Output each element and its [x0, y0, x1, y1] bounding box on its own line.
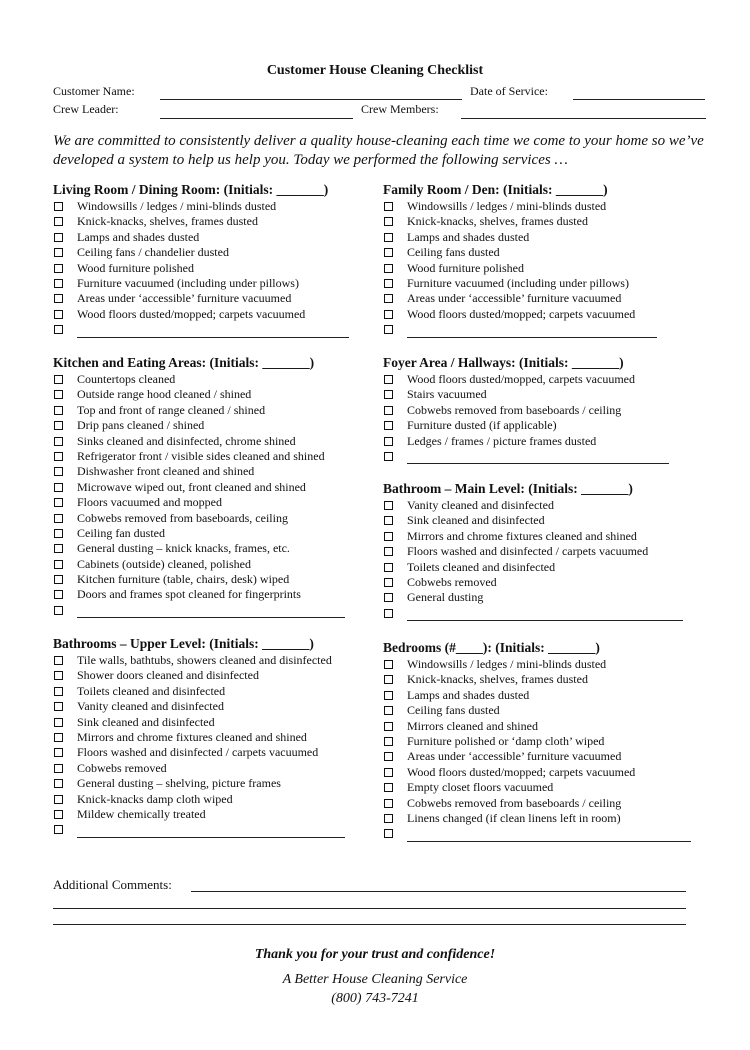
checklist-item: [383, 719, 691, 734]
checklist-item: [383, 703, 691, 718]
checkbox[interactable]: [384, 437, 393, 446]
checklist-item: [53, 541, 345, 556]
checkbox[interactable]: [384, 563, 393, 572]
checklist-item-label: Furniture polished or ‘damp cloth’ wiped: [407, 733, 605, 748]
customer-name-field[interactable]: [160, 99, 462, 100]
checkbox[interactable]: [384, 593, 393, 602]
checklist-item: [53, 715, 345, 730]
checklist-item-label: Ledges / frames / picture frames dusted: [407, 433, 597, 448]
checklist-item-label: Areas under ‘accessible’ furniture vacuumed: [407, 291, 622, 306]
checklist-item-blank: [53, 822, 345, 837]
section-living-room: [53, 182, 349, 338]
checklist-item-label: Knick-knacks damp cloth wiped: [77, 791, 233, 806]
checkbox[interactable]: [54, 294, 63, 303]
checkbox[interactable]: [54, 375, 63, 384]
checkbox[interactable]: [54, 390, 63, 399]
checklist-item: [53, 572, 345, 587]
checkbox[interactable]: [384, 501, 393, 510]
checkbox[interactable]: [54, 606, 63, 615]
checklist-item-label: Windowsills / ledges / mini-blinds dusted: [407, 657, 607, 671]
checklist-item: [53, 387, 345, 402]
checkbox[interactable]: [54, 248, 63, 257]
checklist-item: [53, 418, 345, 433]
checklist: [383, 199, 657, 338]
checklist-item-label: Floors vacuumed and mopped: [77, 495, 222, 510]
checklist-item-label: Refrigerator front / visible sides cleaned and shined: [77, 448, 325, 463]
checklist-item: [53, 480, 345, 495]
checkbox[interactable]: [54, 217, 63, 226]
checklist-item-label: Vanity cleaned and disinfected: [407, 498, 554, 512]
checklist-item-blank: [383, 606, 683, 621]
checklist: [53, 653, 345, 838]
checklist-item: [383, 544, 683, 559]
checkbox[interactable]: [54, 795, 63, 804]
checklist-item: [383, 780, 691, 795]
checklist-item: [53, 230, 349, 245]
checkbox[interactable]: [384, 578, 393, 587]
checklist-item-label: Cobwebs removed: [407, 574, 497, 589]
checklist-item: [53, 291, 349, 306]
checklist-item-label: Knick-knacks, shelves, frames dusted: [77, 214, 258, 229]
checkbox[interactable]: [384, 325, 393, 334]
checklist-item: [383, 796, 691, 811]
checklist-item-label: Lamps and shades dusted: [77, 229, 200, 244]
checkbox[interactable]: [54, 718, 63, 727]
section-bathroom-main: [383, 481, 683, 621]
checklist-item-label: Floors washed and disinfected / carpets vacuumed: [407, 544, 649, 559]
checklist-item: [53, 668, 345, 683]
checklist-item-label: Cobwebs removed from baseboards / ceiling: [407, 795, 622, 810]
checkbox[interactable]: [54, 264, 63, 273]
checklist-item: [383, 657, 691, 672]
section-kitchen: [53, 355, 345, 618]
checkbox[interactable]: [54, 733, 63, 742]
checklist-item-label: Sinks cleaned and disinfected, chrome shined: [77, 433, 296, 448]
checkbox[interactable]: [384, 233, 393, 242]
section-bathrooms-upper: [53, 636, 345, 838]
checklist-item-label: Areas under ‘accessible’ furniture vacuumed: [77, 291, 292, 306]
checklist-item-label: Ceiling fan dusted: [77, 525, 165, 540]
checklist-item: [53, 653, 345, 668]
checklist-item: [53, 684, 345, 699]
checklist-item-label: Windowsills / ledges / mini-blinds dusted: [77, 199, 277, 213]
checklist-item-label: Lamps and shades dusted: [407, 229, 530, 244]
checkbox[interactable]: [54, 764, 63, 773]
customer-name-label: Customer Name:: [53, 84, 135, 98]
checklist-item: [53, 464, 345, 479]
write-in-line[interactable]: [77, 606, 345, 618]
checkbox[interactable]: [54, 810, 63, 819]
checkbox[interactable]: [54, 560, 63, 569]
checklist-item-label: Kitchen furniture (table, chairs, desk) wiped: [77, 572, 290, 587]
checklist-item-label: Furniture vacuumed (including under pillows): [407, 275, 629, 290]
checkbox[interactable]: [54, 702, 63, 711]
document-title: Customer House Cleaning Checklist: [266, 63, 484, 78]
checkbox[interactable]: [384, 752, 393, 761]
checklist-item-label: Ceiling fans dusted: [407, 703, 500, 718]
section-bedrooms: [383, 640, 691, 842]
checkbox[interactable]: [54, 575, 63, 584]
checklist-item: [383, 245, 657, 260]
checklist-item-blank: [53, 603, 345, 618]
checkbox[interactable]: [384, 799, 393, 808]
checklist-item-label: Areas under ‘accessible’ furniture vacuumed: [407, 749, 622, 764]
section-title: Kitchen and Eating Areas: (Initials: _______): [53, 355, 315, 370]
checklist-item-label: Shower doors cleaned and disinfected: [77, 668, 259, 683]
section-title: Bathroom – Main Level: (Initials: _______): [383, 481, 633, 496]
checkbox[interactable]: [54, 529, 63, 538]
checklist-item: [53, 403, 345, 418]
checklist-item-label: Lamps and shades dusted: [407, 687, 530, 702]
checklist-item-label: Linens changed (if clean linens left in room): [407, 810, 621, 825]
checklist-item: [383, 811, 691, 826]
checklist-item-blank: [53, 322, 349, 337]
crew-leader-field[interactable]: [160, 118, 353, 119]
thank-you-message: Thank you for your trust and confidence!: [254, 947, 496, 962]
checklist-item: [53, 214, 349, 229]
checkbox[interactable]: [384, 814, 393, 823]
checklist-item: [53, 261, 349, 276]
checklist-item-label: Empty closet floors vacuumed: [407, 780, 554, 795]
checklist-item-label: Toilets cleaned and disinfected: [407, 559, 556, 574]
write-in-line[interactable]: [407, 326, 657, 338]
checkbox[interactable]: [384, 375, 393, 384]
checklist-item-label: Sink cleaned and disinfected: [407, 513, 545, 528]
checklist-item-label: Cobwebs removed from baseboards, ceiling: [77, 510, 288, 525]
checkbox[interactable]: [384, 737, 393, 746]
checklist-item: [383, 688, 691, 703]
checklist-item: [383, 307, 657, 322]
checkbox[interactable]: [384, 202, 393, 211]
checklist: [383, 498, 683, 621]
checkbox[interactable]: [384, 722, 393, 731]
checklist-item: [383, 575, 683, 590]
checkbox[interactable]: [54, 748, 63, 757]
checkbox[interactable]: [54, 421, 63, 430]
checklist: [383, 657, 691, 842]
checklist-item: [383, 498, 683, 513]
checklist-item-blank: [383, 826, 691, 841]
checklist-item: [383, 434, 669, 449]
checkbox[interactable]: [54, 202, 63, 211]
checkbox[interactable]: [384, 660, 393, 669]
checklist-item: [53, 449, 345, 464]
checkbox[interactable]: [54, 325, 63, 334]
checklist-item: [383, 403, 669, 418]
checklist-item: [53, 511, 345, 526]
checklist-item-blank: [383, 322, 657, 337]
section-title: Foyer Area / Hallways: (Initials: _______): [383, 355, 624, 370]
checklist-item-label: Microwave wiped out, front cleaned and shined: [77, 479, 306, 494]
checklist-item: [53, 557, 345, 572]
checkbox[interactable]: [54, 406, 63, 415]
write-in-line[interactable]: [77, 326, 349, 338]
checklist-item: [53, 495, 345, 510]
checkbox[interactable]: [54, 825, 63, 834]
checklist-item-label: Mirrors cleaned and shined: [407, 718, 538, 733]
checklist-item: [53, 730, 345, 745]
checklist-item: [383, 765, 691, 780]
checkbox[interactable]: [384, 279, 393, 288]
checklist-item-label: General dusting – knick knacks, frames, etc.: [77, 541, 290, 556]
checkbox[interactable]: [384, 675, 393, 684]
checklist-item-label: Cobwebs removed: [77, 760, 167, 775]
checklist-item-label: Mildew chemically treated: [77, 806, 206, 821]
checklist-item-label: Sink cleaned and disinfected: [77, 714, 215, 729]
checkbox[interactable]: [54, 467, 63, 476]
checklist-item: [53, 372, 345, 387]
checklist-item: [53, 792, 345, 807]
additional-comments-label: Additional Comments:: [53, 877, 172, 892]
checkbox[interactable]: [384, 516, 393, 525]
checklist-item: [53, 199, 349, 214]
company-phone: (800) 743-7241: [331, 991, 419, 1006]
checkbox[interactable]: [54, 279, 63, 288]
checklist-item: [383, 560, 683, 575]
checklist-item: [53, 807, 345, 822]
comments-line-1[interactable]: [191, 891, 686, 892]
checklist-item: [53, 245, 349, 260]
checklist-item: [383, 291, 657, 306]
company-name: A Better House Cleaning Service: [282, 972, 468, 987]
checklist-item: [383, 672, 691, 687]
section-title: Bedrooms (#____): (Initials: _______): [383, 640, 600, 655]
checkbox[interactable]: [54, 779, 63, 788]
checklist-item-label: Windowsills / ledges / mini-blinds dusted: [407, 199, 607, 213]
crew-members-field[interactable]: [461, 118, 706, 119]
checkbox[interactable]: [54, 671, 63, 680]
checkbox[interactable]: [54, 437, 63, 446]
checkbox[interactable]: [384, 421, 393, 430]
checkbox[interactable]: [54, 687, 63, 696]
checklist-item: [383, 513, 683, 528]
checkbox[interactable]: [384, 452, 393, 461]
comments-line-2[interactable]: [53, 908, 686, 909]
section-title: Family Room / Den: (Initials: _______): [383, 182, 608, 197]
section-title: Living Room / Dining Room: (Initials: _______): [53, 182, 329, 197]
checklist-item: [383, 529, 683, 544]
section-family-room: [383, 182, 657, 338]
checklist-item: [383, 372, 669, 387]
checklist-item-label: General dusting – shelving, picture frames: [77, 776, 281, 791]
checklist-item: [383, 276, 657, 291]
checklist-item-blank: [383, 449, 669, 464]
checklist-item-label: Countertops cleaned: [77, 372, 176, 386]
checklist-item-label: Wood furniture polished: [407, 260, 525, 275]
intro-text: We are committed to consistently deliver a quality house-cleaning each time we come to your home so we’ve developed a system to help us help you. Today we performed the following services …: [53, 133, 704, 168]
checklist-item: [383, 418, 669, 433]
checkbox[interactable]: [384, 691, 393, 700]
comments-line-3[interactable]: [53, 924, 686, 925]
checklist-item: [53, 276, 349, 291]
write-in-line[interactable]: [407, 609, 683, 621]
checklist-item-label: Mirrors and chrome fixtures cleaned and shined: [77, 729, 307, 744]
checklist-item-label: Wood floors dusted/mopped, carpets vacuumed: [407, 372, 635, 386]
section-title: Bathrooms – Upper Level: (Initials: _______): [53, 636, 314, 651]
checkbox[interactable]: [384, 768, 393, 777]
checklist-item-label: Wood floors dusted/mopped; carpets vacuumed: [407, 306, 636, 321]
crew-members-label: Crew Members:: [361, 102, 439, 116]
checklist-item: [53, 761, 345, 776]
checklist-item: [383, 387, 669, 402]
checklist-item-label: Vanity cleaned and disinfected: [77, 699, 224, 714]
checkbox[interactable]: [384, 547, 393, 556]
checklist-item: [53, 434, 345, 449]
checkbox[interactable]: [384, 406, 393, 415]
checklist-item: [53, 526, 345, 541]
write-in-line[interactable]: [77, 826, 345, 838]
checklist-item-label: Wood floors dusted/mopped; carpets vacuumed: [77, 306, 306, 321]
checkbox[interactable]: [384, 706, 393, 715]
checkbox[interactable]: [54, 498, 63, 507]
checklist-item: [383, 214, 657, 229]
checklist-item-label: Dishwasher front cleaned and shined: [77, 464, 255, 479]
checkbox[interactable]: [384, 609, 393, 618]
checkbox[interactable]: [54, 233, 63, 242]
checklist-item: [383, 590, 683, 605]
checkbox[interactable]: [384, 264, 393, 273]
checklist: [383, 372, 669, 464]
checklist-item-label: Cobwebs removed from baseboards / ceiling: [407, 402, 622, 417]
checkbox[interactable]: [54, 310, 63, 319]
write-in-line[interactable]: [407, 830, 691, 842]
checklist-item: [383, 199, 657, 214]
checkbox[interactable]: [384, 390, 393, 399]
checklist-item-label: Top and front of range cleaned / shined: [77, 402, 266, 417]
checklist-item-label: Stairs vacuumed: [407, 387, 487, 402]
checkbox[interactable]: [54, 544, 63, 553]
date-of-service-label: Date of Service:: [470, 84, 548, 98]
checkbox[interactable]: [54, 483, 63, 492]
checklist-item-label: Drip pans cleaned / shined: [77, 418, 205, 433]
checklist-item: [383, 734, 691, 749]
checkbox[interactable]: [384, 829, 393, 838]
checklist-item-label: Tile walls, bathtubs, showers cleaned and disinfected: [77, 653, 332, 667]
checklist-item: [383, 230, 657, 245]
checklist-item-label: Toilets cleaned and disinfected: [77, 683, 226, 698]
checklist-item-label: Knick-knacks, shelves, frames dusted: [407, 214, 588, 229]
checklist-item-label: Furniture vacuumed (including under pillows): [77, 275, 299, 290]
write-in-line[interactable]: [407, 452, 669, 464]
checklist-item-label: Knick-knacks, shelves, frames dusted: [407, 672, 588, 687]
checklist-item-label: Ceiling fans dusted: [407, 245, 500, 260]
checkbox[interactable]: [384, 532, 393, 541]
checklist-item: [53, 776, 345, 791]
checklist-item-label: Cabinets (outside) cleaned, polished: [77, 556, 251, 571]
checklist-item: [53, 745, 345, 760]
checklist-item-label: Floors washed and disinfected / carpets vacuumed: [77, 745, 319, 760]
checklist-item-label: Furniture dusted (if applicable): [407, 418, 557, 433]
checklist-item-label: Mirrors and chrome fixtures cleaned and shined: [407, 528, 637, 543]
checklist-item: [383, 261, 657, 276]
checklist-item-label: Ceiling fans / chandelier dusted: [77, 245, 229, 260]
crew-leader-label: Crew Leader:: [53, 102, 119, 116]
checkbox[interactable]: [384, 217, 393, 226]
checklist-item: [53, 699, 345, 714]
checklist-item-label: Doors and frames spot cleaned for fingerprints: [77, 587, 301, 602]
checkbox[interactable]: [54, 590, 63, 599]
checklist-item: [53, 307, 349, 322]
checkbox[interactable]: [384, 248, 393, 257]
checkbox[interactable]: [384, 783, 393, 792]
checklist-item: [383, 749, 691, 764]
section-foyer: [383, 355, 669, 464]
checklist-item-label: Wood furniture polished: [77, 260, 195, 275]
checklist-item-label: General dusting: [407, 590, 484, 605]
checkbox[interactable]: [54, 656, 63, 665]
checklist-item-label: Wood floors dusted/mopped; carpets vacuumed: [407, 764, 636, 779]
checklist: [53, 372, 345, 618]
checkbox[interactable]: [384, 294, 393, 303]
checklist-item: [53, 587, 345, 602]
checkbox[interactable]: [54, 514, 63, 523]
date-of-service-field[interactable]: [573, 99, 705, 100]
checklist: [53, 199, 349, 338]
checklist-item-label: Outside range hood cleaned / shined: [77, 387, 252, 402]
checkbox[interactable]: [54, 452, 63, 461]
checkbox[interactable]: [384, 310, 393, 319]
